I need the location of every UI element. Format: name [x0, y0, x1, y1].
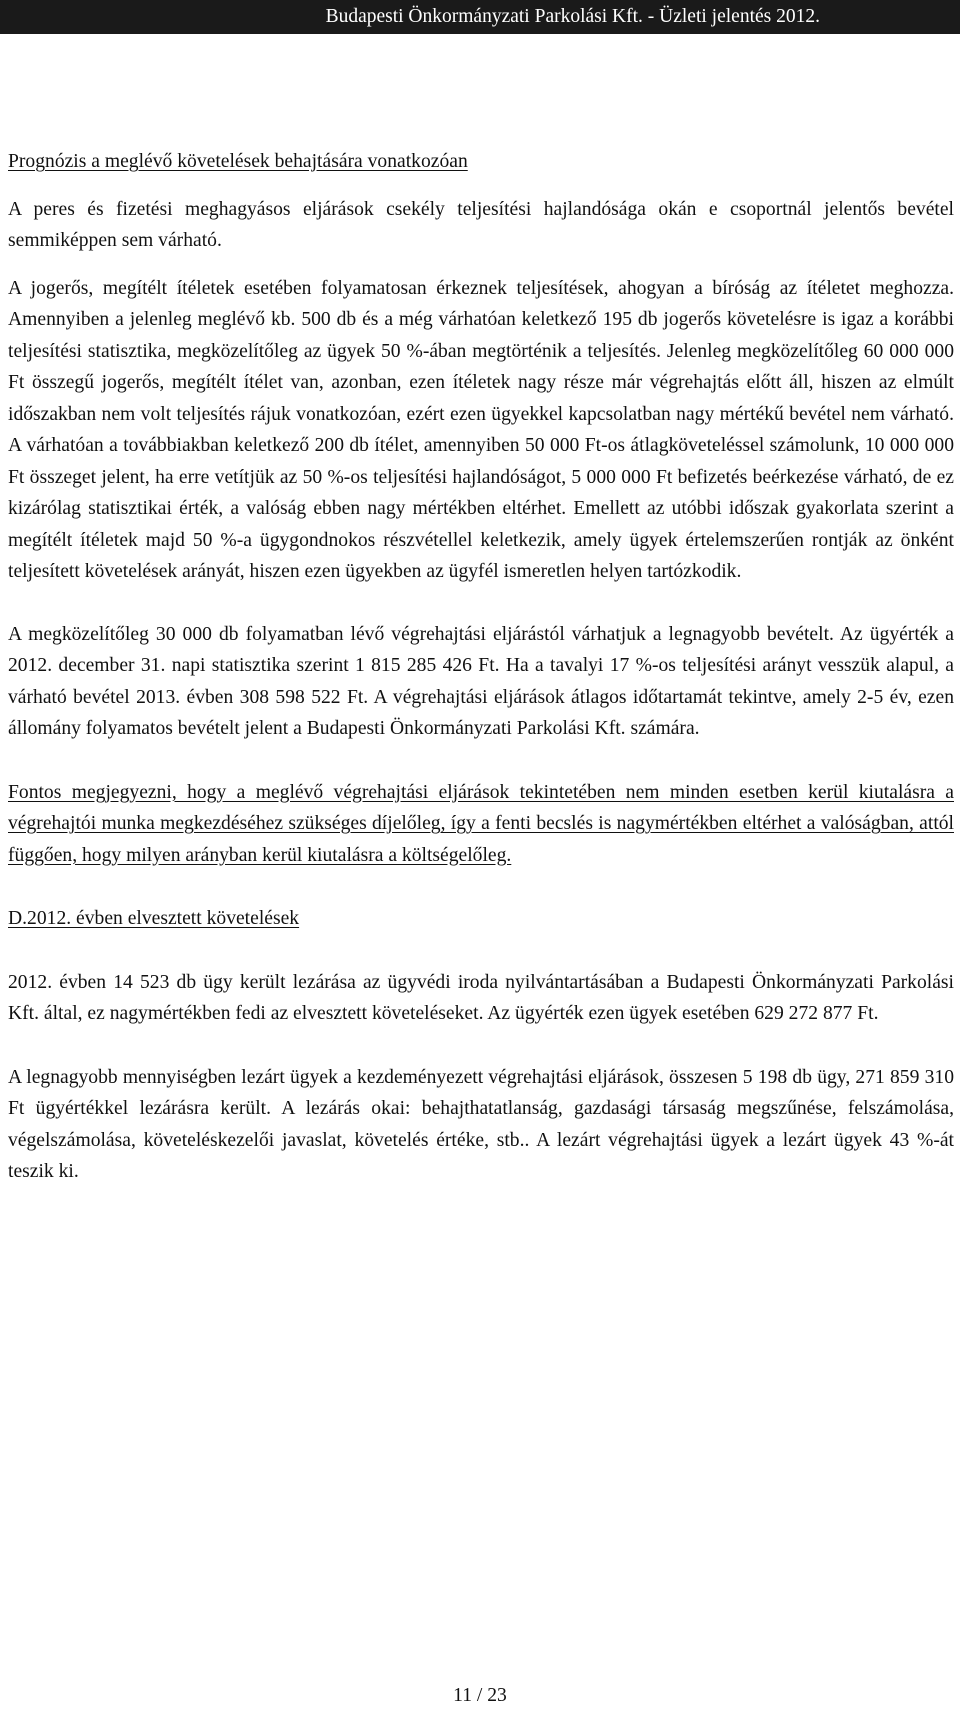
section-heading-prognosis: Prognózis a meglévő követelések behajtására vonatkozóan: [8, 151, 468, 172]
paragraph: 2012. évben 14 523 db ügy került lezárása az ügyvédi iroda nyilvántartásában a Budapesti Önkormányzati Parkolási Kft. által, ez nagymértékben fedi az elvesztett követeléseket. Az ügyérték ezen ügyek esetében 629 272 877 Ft.: [8, 971, 954, 1024]
note-paragraph: Fontos megjegyezni, hogy a meglévő végrehajtási eljárások tekintetében nem minden esetben kerül kiutalásra a végrehajtói munka megkezdéséhez szükséges díjelőleg, így a fenti becslés is nagymértékben eltérhet a valóságban, attól függően, hogy milyen arányban kerül kiutalásra a költségelőleg.: [8, 781, 954, 866]
section-heading-lost-claims: D.2012. évben elvesztett követelések: [8, 908, 300, 929]
paragraph: A megközelítőleg 30 000 db folyamatban lévő végrehajtási eljárástól várhatjuk a legnagyobb bevételt. Az ügyérték a 2012. december 31. napi statisztika szerint 1 815 285 426 Ft. Ha a tavalyi 17 %-os teljesítési arányt vesszük alapul, a várható bevétel 2013. évben 308 598 522 Ft. A végrehajtási eljárások átlagos időtartamát tekintve, amely 2-5 év, ezen állomány folyamatos bevételt jelent a Budapesti Önkormányzati Parkolási Kft. számára.: [8, 623, 954, 739]
header-title: Budapesti Önkormányzati Parkolási Kft. - Üzleti jelentés 2012.: [325, 6, 820, 27]
paragraph: A legnagyobb mennyiségben lezárt ügyek a kezdeményezett végrehajtási eljárások, összesen 5 198 db ügy, 271 859 310 Ft ügyértékkel lezárásra került. A lezárás okai: behajthatatlanság, gazdasági társaság megszűnése, felszámolása, végelszámolása, követeléskezelői javaslat, követelés értéke, stb.. A lezárt végrehajtási ügyek a lezárt ügyek 43 %-át teszik ki.: [8, 1066, 954, 1182]
paragraph: A peres és fizetési meghagyásos eljárások csekély teljesítési hajlandósága okán e csoportnál jelentős bevétel semmiképpen sem várható.: [8, 198, 954, 251]
paragraph: A jogerős, megítélt ítéletek esetében folyamatosan érkeznek teljesítések, ahogyan a bíróság az ítéletet meghozza. Amennyiben a jelenleg meglévő kb. 500 db és a még várhatóan keletkező 195 db jogerős követelésre is igaz a korábbi teljesítési statisztika, megközelítőleg az ügyek 50 %-ában megtörténik a teljesítés. Jelenleg megközelítőleg 60 000 000 Ft összegű jogerős, megítélt ítélet van, azonban, ezen ítéletek nagy része már végrehajtás előtt áll, hiszen az elmúlt időszakban nem volt teljesítés rájuk vonatkozóan, ezért ezen ügyekkel kapcsolatban nagy mértékű bevétel nem várható. A várhatóan a továbbiakban keletkező 200 db ítélet, amennyiben 50 000 Ft-os átlagköveteléssel számolunk, 10 000 000 Ft összeget jelent, ha erre vetítjük az 50 %-os teljesítési hajlandóságot, 5 000 000 Ft befizetés beérkezése várható, de ez kizárólag statisztikai érték, a valóság ebben nagy mértékben eltérhet. Emellett az utóbbi időszak gyakorlata szerint a megítélt ítéletek majd 50 %-a ügygondnokos részvétellel keletkezik, amely ügyek értelemszerűen rontják az önként teljesített követelések arányát, hiszen ezen ügyekben az ügyfél ismeretlen helyen tartózkodik.: [8, 277, 954, 582]
document-body: [8, 146, 954, 1188]
page-header: [0, 0, 960, 34]
page-number: 11 / 23: [453, 1685, 507, 1706]
